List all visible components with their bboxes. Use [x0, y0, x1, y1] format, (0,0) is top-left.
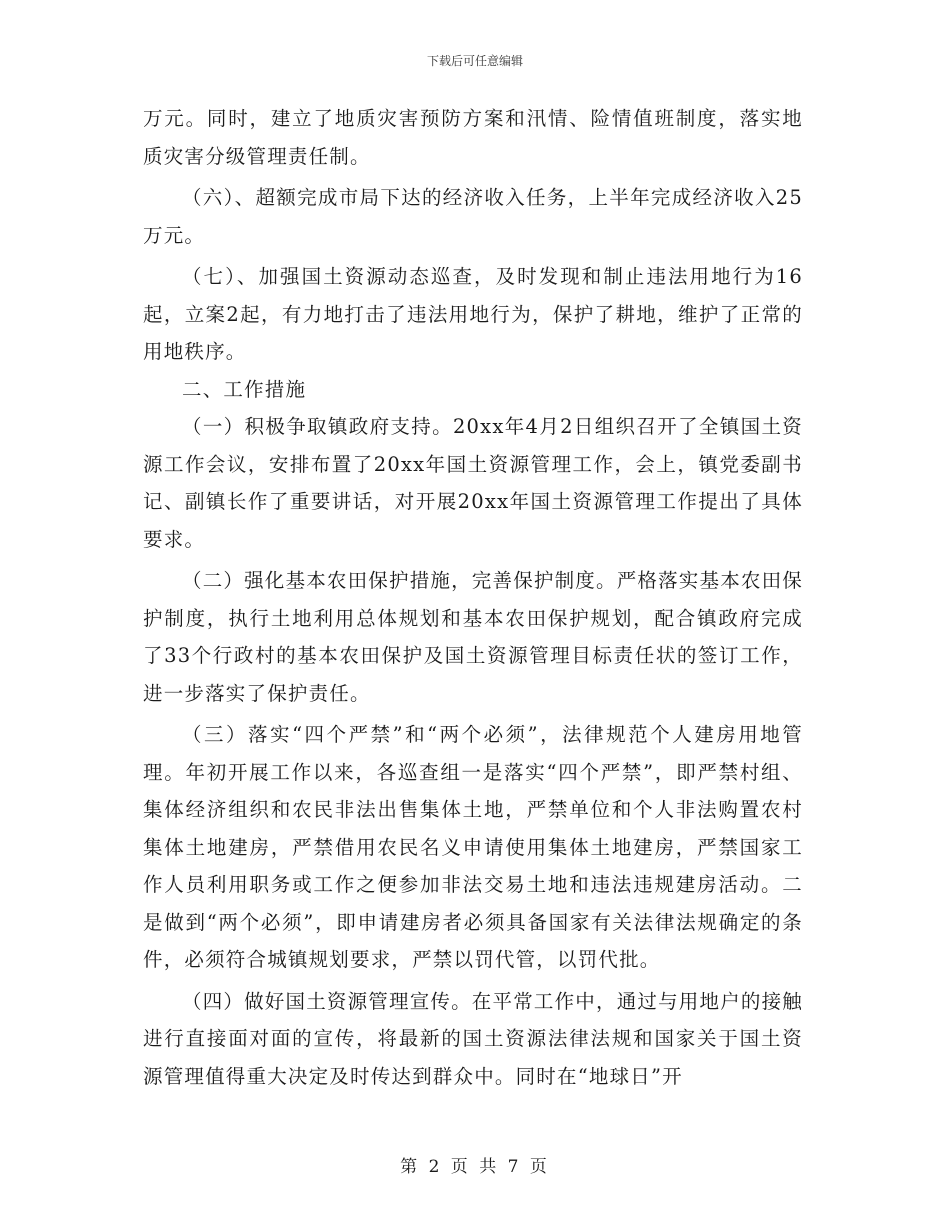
- paragraph-measure-1: （一）积极争取镇政府支持。20xx年4月2日组织召开了全镇国土资源工作会议，安排布置了20xx年国土资源管理工作，会上，镇党委副书记、副镇长作了重要讲话，对开展20xx年国土资源管理工作提出了具体要求。: [143, 415, 803, 551]
- paragraph-measure-3: （三）落实“四个严禁”和“两个必须”，法律规范个人建房用地管理。年初开展工作以来，各巡查组一是落实“四个严禁”，即严禁村组、集体经济组织和农民非法出售集体土地，严禁单位和个人非法购置农村集体土地建房，严禁借用农民名义申请使用集体土地建房，严禁国家工作人员利用职务或工作之便参加非法交易土地和违法违规建房活动。二是做到“两个必须”，即申请建房者必须具备国家有关法律法规确定的条件，必须符合城镇规划要求，严禁以罚代管，以罚代批。: [143, 723, 803, 971]
- page-footer: 第 2 页 共 7 页: [400, 1157, 550, 1177]
- page-header: 下载后可任意编辑: [426, 54, 523, 68]
- section-heading-work-measures: 二、工作措施: [182, 377, 307, 401]
- paragraph-item-7: （七）、加强国土资源动态巡查，及时发现和制止违法用地行为16起，立案2起，有力地打击了违法用地行为，保护了耕地，维护了正常的用地秩序。: [143, 265, 803, 363]
- document-body: [143, 100, 803, 1095]
- paragraph-item-6: （六）、超额完成市局下达的经济收入任务，上半年完成经济收入25万元。: [143, 186, 803, 247]
- paragraph-measure-2: （二）强化基本农田保护措施，完善保护制度。严格落实基本农田保护制度，执行土地利用总体规划和基本农田保护规划，配合镇政府完成了33个行政村的基本农田保护及国土资源管理目标责任状的签订工作，进一步落实了保护责任。: [143, 569, 804, 705]
- paragraph-continuation: 万元。同时，建立了地质灾害预防方案和汛情、险情值班制度，落实地质灾害分级管理责任制。: [143, 107, 803, 168]
- paragraph-measure-4: （四）做好国土资源管理宣传。在平常工作中，通过与用地户的接触进行直接面对面的宣传，将最新的国土资源法律法规和国家关于国土资源管理值得重大决定及时传达到群众中。同时在“地球日”开: [143, 989, 804, 1088]
